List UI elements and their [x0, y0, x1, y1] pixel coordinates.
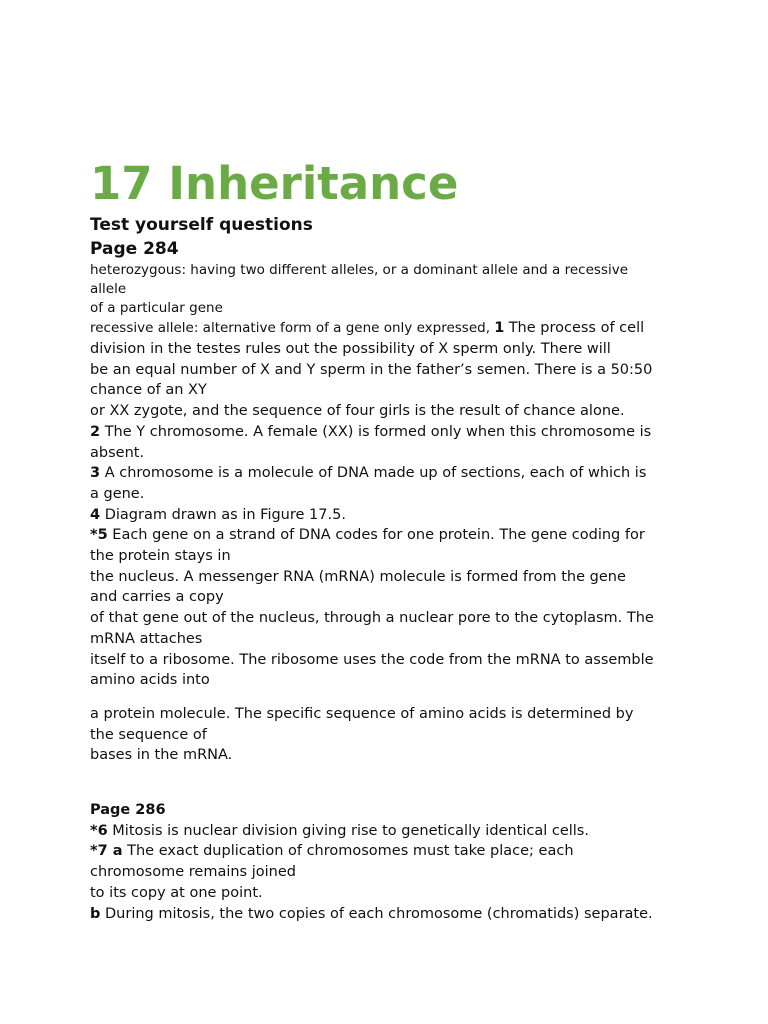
answer-line: chance of an XY — [90, 382, 207, 399]
section-subtitle: Test yourself questions — [90, 215, 313, 235]
answer-line: a gene. — [90, 485, 145, 502]
answer-text: A chromosome is a molecule of DNA made up of sections, each of which is — [104, 465, 647, 482]
answer-line — [90, 422, 682, 443]
page-heading: Page 284 — [90, 239, 179, 259]
answer-text: Each gene on a strand of DNA codes for one protein. The gene coding for — [112, 527, 645, 544]
answer-line: amino acids into — [90, 672, 210, 689]
answer-number: *7 a — [90, 843, 123, 860]
answer-text: The Y chromosome. A female (XX) is formed only when this chromosome is — [104, 423, 652, 440]
answer-line: a protein molecule. The specific sequence of amino acids is determined by — [90, 705, 634, 722]
document-page — [90, 157, 682, 924]
answer-line: absent. — [90, 444, 145, 461]
answer-line: mRNA attaches — [90, 630, 203, 647]
answer-line: be an equal number of X and Y sperm in the father’s semen. There is a 50:50 — [90, 361, 653, 378]
answer-line: and carries a copy — [90, 589, 224, 606]
answer-line: itself to a ribosome. The ribosome uses the code from the mRNA to assemble — [90, 651, 654, 668]
answer-line — [90, 505, 682, 526]
answer-line: chromosome remains joined — [90, 864, 296, 881]
answer-line — [90, 841, 682, 862]
answer-number: *5 — [90, 527, 108, 544]
answer-text: The process of cell — [508, 320, 645, 336]
answer-line: or XX zygote, and the sequence of four girls is the result of chance alone. — [90, 403, 625, 420]
answer-line: division in the testes rules out the possibility of X sperm only. There will — [90, 341, 611, 357]
answer-line: of that gene out of the nucleus, through a nuclear pore to the cytoplasm. The — [90, 610, 654, 627]
answer-number: b — [90, 905, 101, 922]
glossary-line: heterozygous: having two different alleles, or a dominant allele and a recessive — [90, 262, 629, 278]
chapter-title: 17 Inheritance — [90, 157, 459, 210]
answer-text: Mitosis is nuclear division giving rise to genetically identical cells. — [112, 822, 589, 839]
answer-line — [90, 463, 682, 484]
glossary-line: allele — [90, 281, 127, 297]
glossary-inline: recessive allele: alternative form of a gene only expressed, — [90, 320, 490, 336]
answer-number: *6 — [90, 822, 108, 839]
answer-line — [90, 821, 682, 842]
page-heading: Page 286 — [90, 802, 166, 819]
answer-number: 1 — [494, 320, 505, 336]
answer-line: the sequence of — [90, 726, 207, 743]
answer-line: to its copy at one point. — [90, 884, 263, 901]
answer-text: Diagram drawn as in Figure 17.5. — [104, 506, 346, 523]
answer-line: the nucleus. A messenger RNA (mRNA) molecule is formed from the gene — [90, 568, 626, 585]
paragraph-gap — [90, 691, 682, 704]
section-gap — [90, 766, 682, 800]
mixed-line — [90, 318, 682, 339]
answer-text: During mitosis, the two copies of each chromosome (chromatids) separate. — [105, 905, 653, 922]
answer-line — [90, 904, 682, 925]
glossary-line: of a particular gene — [90, 300, 223, 316]
answer-line — [90, 525, 682, 546]
answer-text: The exact duplication of chromosomes must take place; each — [127, 843, 574, 860]
answer-line: the protein stays in — [90, 548, 231, 565]
answer-number: 2 — [90, 423, 101, 440]
answer-number: 3 — [90, 465, 101, 482]
answer-line: bases in the mRNA. — [90, 747, 233, 764]
answer-number: 4 — [90, 506, 101, 523]
